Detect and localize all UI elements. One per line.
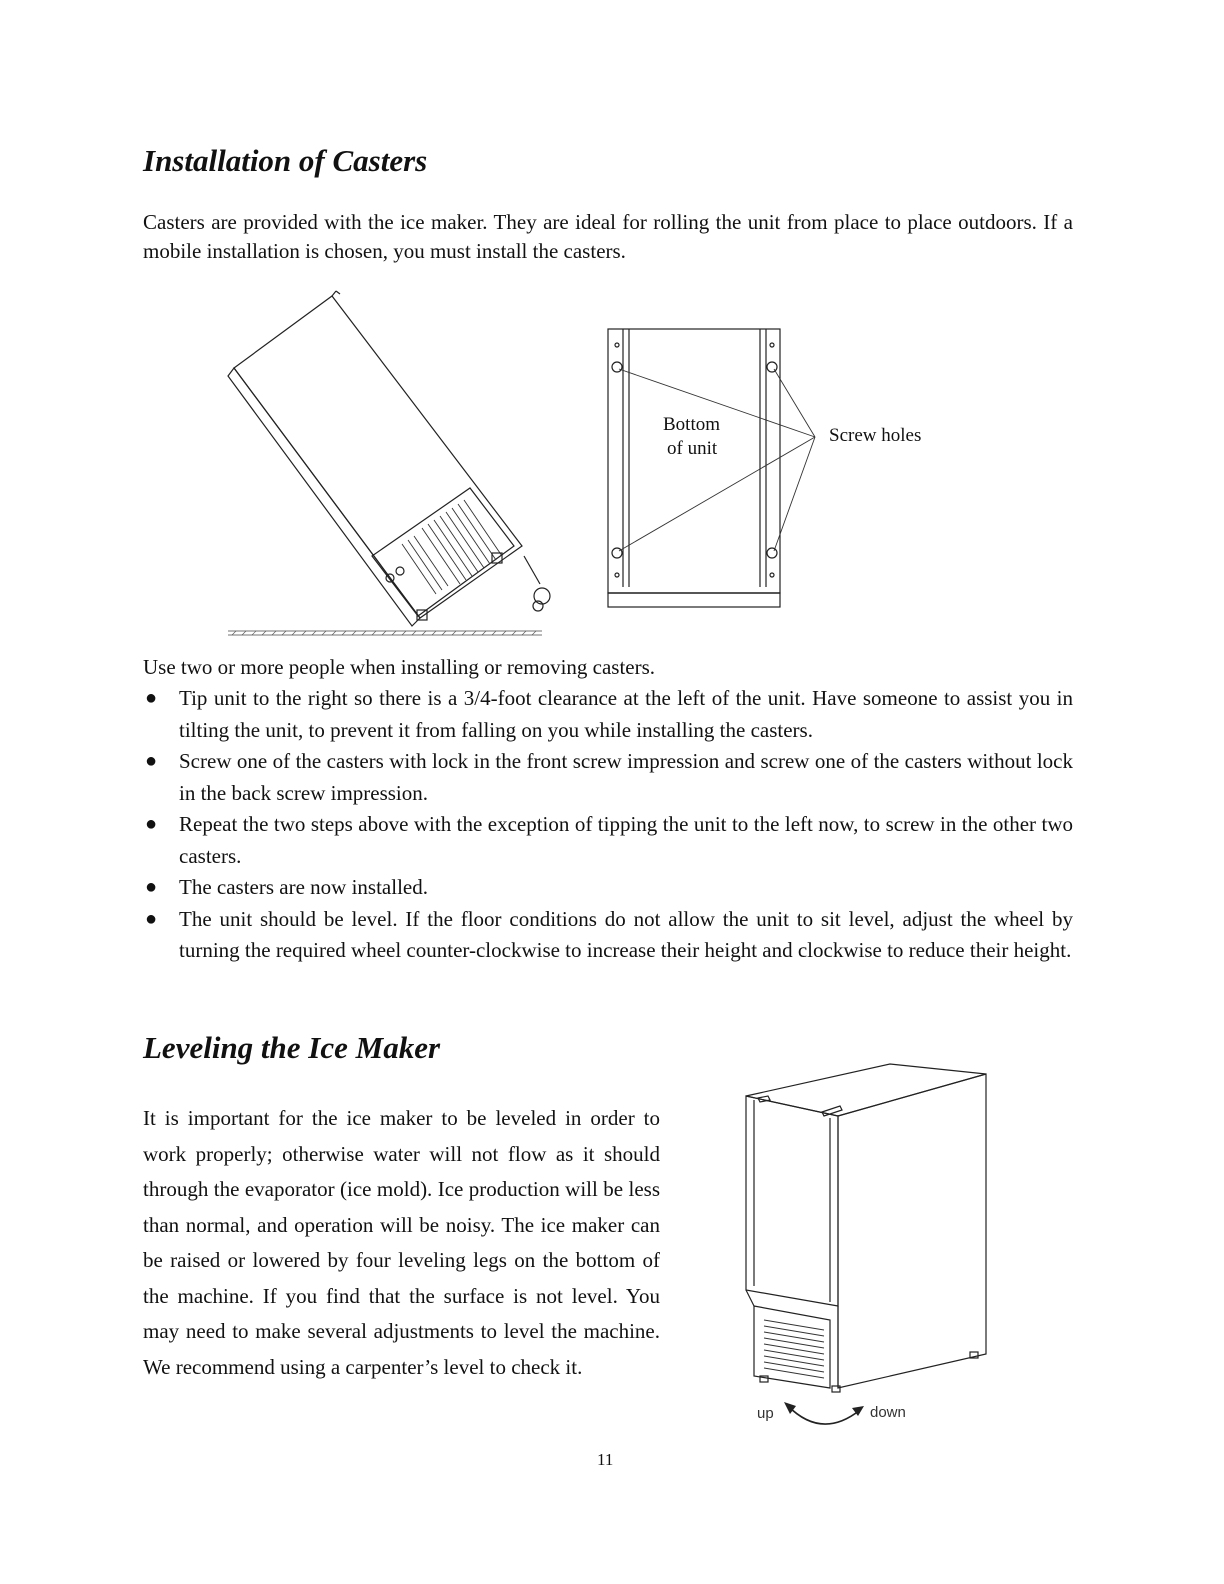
bullet-icon: ● [145,813,158,835]
up-label: up [757,1405,774,1422]
bullet-icon: ● [145,687,158,709]
up-down-arrow-icon [782,1400,868,1436]
bottom-label-line1: Bottom [663,414,721,435]
leveling-paragraph: It is important for the ice maker to be leveled in order to work properly; otherwise water will not flow as it should through the evaporator (ice mold). Ice production will be less than normal, and operation will be noisy. The ice maker can be raised or lowered by four leveling legs on the bottom of the machine. If you find that the surface is not level. You may need to make several adjustments to level the machine. We recommend using a carpenter’s level to check it. [143,1106,660,1379]
section-title-casters: Installation of Casters [143,143,428,178]
bullet-icon: ● [145,907,158,930]
bullet-icon: ● [145,876,158,898]
list-item: ● Repeat the two steps above with the exception of tipping the unit to the left now, to screw in the other two casters. [143,809,1073,872]
list-item: ● The unit should be level. If the floor conditions do not allow the unit to sit level, adjust the wheel by turning the required wheel counter-clockwise to increase their height and clockwise to reduce their height. [143,904,1073,967]
casters-steps-list [143,683,1073,967]
bullet-icon: ● [145,750,158,772]
bottom-label-line2: of unit [667,438,718,459]
ice-maker-illustration [740,1058,1000,1398]
section-title-leveling: Leveling the Ice Maker [143,1030,441,1065]
bottom-of-unit-diagram [605,325,820,610]
casters-caution: Use two or more people when installing or removing casters. [143,655,656,679]
casters-intro-paragraph: Casters are provided with the ice maker. They are ideal for rolling the unit from place to place outdoors. If a mobile installation is chosen, you must install the casters. [143,210,1073,263]
screw-holes-label: Screw holes [829,425,922,446]
list-item: ● Tip unit to the right so there is a 3/4-foot clearance at the left of the unit. Have someone to assist you in tilting the unit, to prevent it from falling on you while installing the casters. [143,683,1073,746]
list-item: ● Screw one of the casters with lock in the front screw impression and screw one of the casters without lock in the back screw impression. [143,746,1073,809]
list-item: ● The casters are now installed. [143,872,1073,904]
down-label: down [870,1404,906,1421]
page-number: 11 [597,1450,614,1469]
tilted-unit-illustration [222,288,552,638]
